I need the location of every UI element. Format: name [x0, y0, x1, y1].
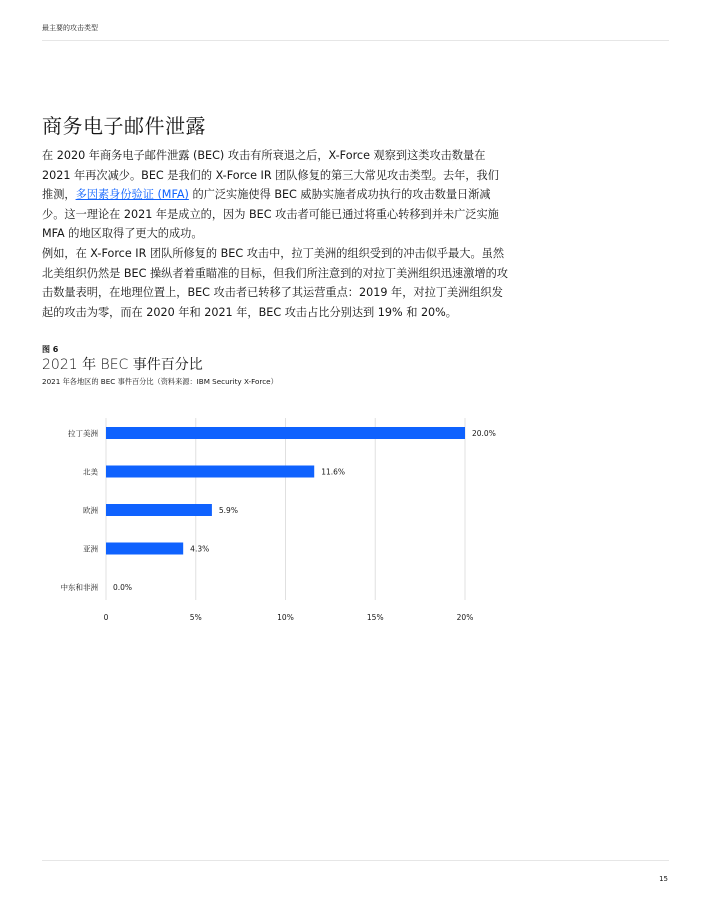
category-label-2: 欧洲 — [83, 506, 98, 515]
footer-divider — [42, 860, 669, 861]
x-tick-label-1: 5% — [189, 613, 202, 622]
category-label-4: 中东和非洲 — [60, 583, 98, 592]
x-tick-label-2: 10% — [277, 613, 294, 622]
paragraph-1-text-a: 在 2020 年商务电子邮件泄露 (BEC) 攻击有所衰退之后，X-Force 观察到这类攻击数量在 2021 年再次减少。BEC 是我们的 X-Force IR 团队修复的第三大常见攻击类型。去年，我们推测， — [42, 149, 499, 202]
paragraph-1 — [42, 146, 510, 244]
x-tick-label-0: 0 — [103, 613, 109, 622]
bar-1 — [106, 466, 314, 478]
x-tick-label-4: 20% — [456, 613, 474, 622]
value-label-4: 0.0% — [113, 583, 133, 592]
bar-0 — [106, 427, 465, 439]
category-label-0: 拉丁美洲 — [68, 429, 98, 438]
paragraph-2: 例如，在 X-Force IR 团队所修复的 BEC 攻击中，拉丁美洲的组织受到的冲击似乎最大。虽然北美组织仍然是 BEC 操纵者着重瞄准的目标，但我们所注意到的对拉丁美洲组织迅速激增的攻击数量表明，在地理位置上，BEC 攻击者已转移了其运营重点：2019 年，对拉丁美洲组织发起的攻击为零，而在 2020 年和 2021 年，BEC 攻击占比分别达到 19% 和 20%。 — [42, 247, 508, 319]
figure-label: 图 6 — [42, 345, 59, 354]
value-label-2: 5.9% — [218, 506, 238, 515]
mfa-link[interactable]: 多因素身份验证 (MFA) — [75, 188, 189, 202]
running-head: 最主要的攻击类型 — [42, 24, 98, 32]
bar-3 — [106, 543, 183, 555]
bar-2 — [106, 504, 212, 516]
bec-bar-chart — [0, 400, 710, 630]
header-divider — [42, 40, 669, 41]
x-tick-label-3: 15% — [366, 613, 384, 622]
figure-subtitle: 2021 年各地区的 BEC 事件百分比（资料来源：IBM Security X-Force） — [42, 377, 278, 386]
category-label-3: 亚洲 — [83, 544, 98, 554]
figure-title: 2021 年 BEC 事件百分比 — [42, 357, 203, 373]
value-label-1: 11.6% — [321, 467, 346, 477]
category-label-1: 北美 — [83, 467, 98, 477]
value-label-3: 4.3% — [190, 544, 210, 554]
page-number: 15 — [659, 875, 668, 883]
section-title: 商务电子邮件泄露 — [42, 114, 206, 138]
value-label-0: 20.0% — [472, 429, 496, 438]
paragraph-1-text-b: 的广泛实施使得 BEC 威胁实施者成功执行的攻击数量日渐减少。这一理论在 2021 年是成立的，因为 BEC 攻击者可能已通过将重心转移到并未广泛实施 MFA 的地区取得了更大的成功。 — [42, 188, 499, 241]
